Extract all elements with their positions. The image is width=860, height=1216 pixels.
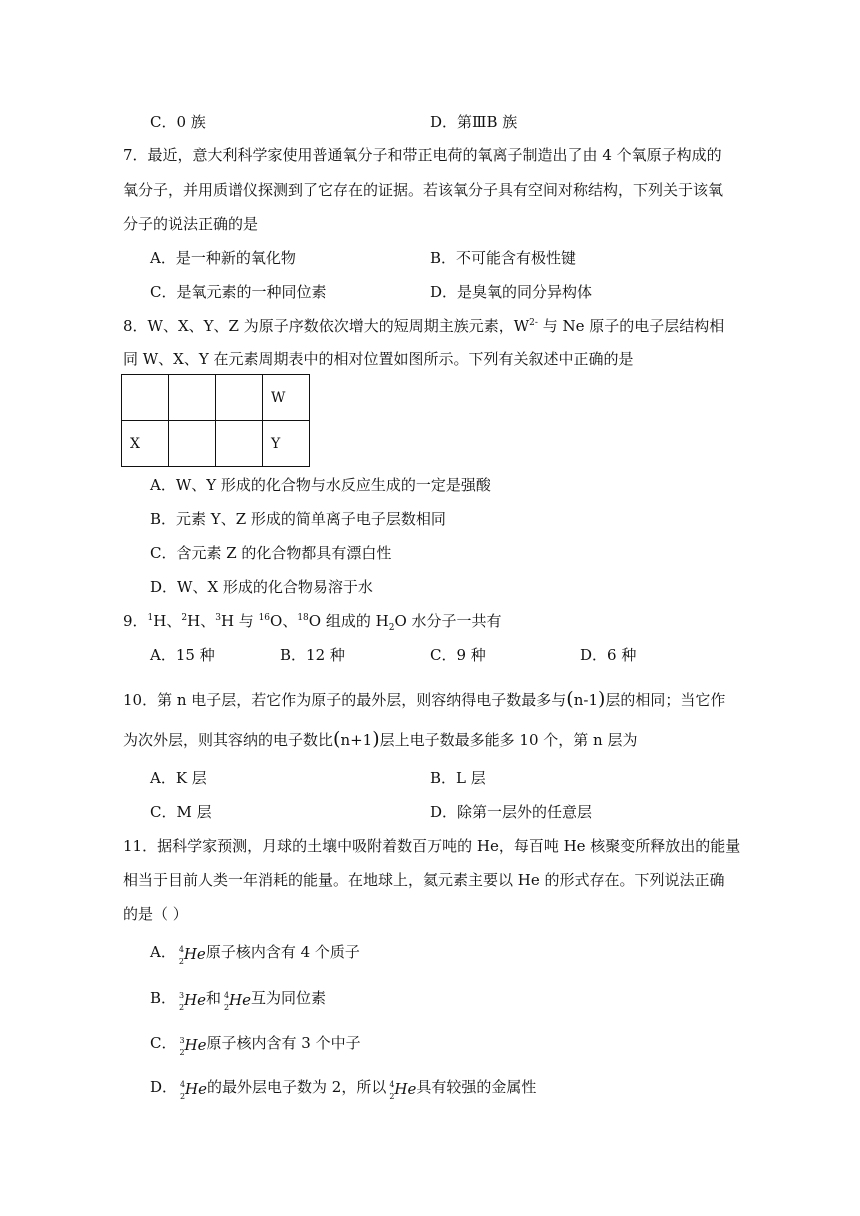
subscript: 2 <box>388 623 395 633</box>
option-label: D． <box>150 1078 178 1096</box>
stem-text: 层的相同；当它作 <box>605 691 726 709</box>
paren-expr: n+1 <box>340 731 373 749</box>
q11-stem-line-3: 的是（ ） <box>123 905 188 923</box>
element-symbol: He <box>184 1036 207 1054</box>
q8-option-a: A．W、Y 形成的化合物与水反应生成的一定是强酸 <box>150 476 491 494</box>
atomic-number: 2 <box>180 1092 186 1101</box>
table-cell: W <box>263 375 310 421</box>
element-symbol: He <box>394 1080 417 1098</box>
mass-number: 4 <box>180 1080 186 1089</box>
q7-option-d: D．是臭氧的同分异构体 <box>430 283 593 301</box>
q10-option-c: C．M 层 <box>150 803 212 821</box>
q11-option-c <box>150 1033 361 1057</box>
stem-text: H、 <box>153 612 182 630</box>
table-cell: Y <box>263 421 310 467</box>
element-symbol: He <box>183 945 206 963</box>
q9-number: 9． <box>123 612 148 630</box>
option-text: 的最外层电子数为 2，所以 <box>207 1078 387 1096</box>
q6-option-d: D．第ⅢB 族 <box>430 113 518 131</box>
q7-stem-line-2: 氧分子，并用质谱仪探测到了它存在的证据。若该氧分子具有空间对称结构，下列关于该氧 <box>123 181 724 199</box>
option-text: 原子核内含有 4 个质子 <box>205 943 360 961</box>
table-cell <box>122 375 169 421</box>
q8-option-d: D．W、X 形成的化合物易溶于水 <box>150 578 373 596</box>
table-cell <box>169 421 216 467</box>
option-text: 和 <box>206 989 222 1007</box>
q11-option-a <box>150 942 360 966</box>
mass-number: 4 <box>224 991 230 1000</box>
atomic-number: 2 <box>178 957 184 966</box>
nuclide-he-4 <box>176 943 206 966</box>
option-text: 互为同位素 <box>251 989 327 1007</box>
q9-option-d: D．6 种 <box>580 646 637 664</box>
table-cell <box>169 375 216 421</box>
table-cell <box>216 421 263 467</box>
table-cell: X <box>122 421 169 467</box>
q10-stem-line-2 <box>123 729 637 750</box>
mass-number: 4 <box>389 1080 395 1089</box>
nuclide-he-4 <box>177 1078 207 1101</box>
mass-number: 4 <box>178 945 184 954</box>
stem-text: O、 <box>270 612 298 630</box>
nuclide-he-4 <box>221 989 252 1012</box>
q11-stem-line-2: 相当于目前人类一年消耗的能量。在地球上，氦元素主要以 He 的形式存在。下列说法正确 <box>123 871 725 889</box>
q7-option-b: B．不可能含有极性键 <box>430 249 577 267</box>
q9-option-c: C．9 种 <box>430 646 486 664</box>
option-label: B． <box>150 989 177 1007</box>
atomic-number: 2 <box>389 1092 395 1101</box>
q8-stem-line-2: 同 W、X、Y 在元素周期表中的相对位置如图所示。下列有关叙述中正确的是 <box>123 350 634 368</box>
q8-stem-line-1 <box>123 316 724 336</box>
q8-option-b: B．元素 Y、Z 形成的简单离子电子层数相同 <box>150 510 446 528</box>
q11-stem-line-1: 11．据科学家预测，月球的土壤中吸附着数百万吨的 He，每百吨 He 核聚变所释放出的能量 <box>123 837 741 855</box>
option-text: 原子核内含有 3 个中子 <box>206 1034 361 1052</box>
table-cell <box>216 375 263 421</box>
mass-number: 2 <box>181 613 188 623</box>
q8-ion-charge: 2- <box>529 318 538 328</box>
stem-text: H 与 <box>220 612 259 630</box>
nuclide-he-4 <box>386 1078 417 1101</box>
element-symbol: He <box>185 1080 207 1098</box>
q9-stem <box>123 611 502 631</box>
paren-expr: n-1 <box>573 691 598 709</box>
q8-stem-text: 8．W、X、Y、Z 为原子序数依次增大的短周期主族元素，W <box>123 317 530 335</box>
stem-text: 层上电子数最多能多 10 个，第 n 层为 <box>379 731 638 749</box>
q8-stem-text-cont: 与 Ne 原子的电子层结构相 <box>537 317 725 335</box>
option-label: A． <box>150 943 176 961</box>
nuclide-he-3 <box>176 989 206 1012</box>
q7-stem-line-1: 7．最近，意大利科学家使用普通氧分子和带正电荷的氧离子制造出了由 4 个氧原子构成的 <box>123 146 722 164</box>
q9-option-a: A．15 种 <box>150 646 215 664</box>
q11-option-b <box>150 988 327 1012</box>
stem-text: 为次外层，则其容纳的电子数比 <box>123 731 334 749</box>
q7-stem-line-3: 分子的说法正确的是 <box>123 215 259 233</box>
table-row <box>122 375 310 421</box>
q8-option-c: C．含元素 Z 的化合物都具有漂白性 <box>150 544 392 562</box>
paren-open: ( <box>566 688 574 710</box>
mass-number: 3 <box>215 613 221 623</box>
nuclide-he-3 <box>176 1034 207 1057</box>
q11-option-d <box>150 1077 537 1101</box>
atomic-number: 2 <box>224 1003 230 1012</box>
element-symbol: He <box>229 991 252 1009</box>
q10-option-d: D．除第一层外的任意层 <box>430 803 593 821</box>
stem-text: H、 <box>187 612 216 630</box>
paren-close: ) <box>598 688 606 710</box>
mass-number: 16 <box>258 613 271 623</box>
q7-option-a: A．是一种新的氧化物 <box>150 249 296 267</box>
periodic-table-fragment <box>121 374 310 467</box>
q10-stem-line-1 <box>123 689 725 710</box>
stem-text: O 组成的 H <box>308 612 389 630</box>
paren-close: ) <box>372 728 380 750</box>
stem-text: 10．第 n 电子层，若它作为原子的最外层，则容纳得电子数最多与 <box>123 691 567 709</box>
mass-number: 1 <box>147 613 154 623</box>
mass-number: 3 <box>179 1036 185 1045</box>
q6-option-c: C．0 族 <box>150 113 206 131</box>
element-symbol: He <box>184 991 206 1009</box>
stem-text: O 水分子一共有 <box>394 612 502 630</box>
atomic-number: 2 <box>179 1003 185 1012</box>
atomic-number: 2 <box>179 1048 185 1057</box>
mass-number: 3 <box>179 991 185 1000</box>
paren-open: ( <box>333 728 341 750</box>
table-row <box>122 421 310 467</box>
option-text: 具有较强的金属性 <box>416 1078 537 1096</box>
q7-option-c: C．是氧元素的一种同位素 <box>150 283 327 301</box>
mass-number: 18 <box>297 613 309 623</box>
q10-option-b: B．L 层 <box>430 769 486 787</box>
q10-option-a: A．K 层 <box>150 769 207 787</box>
q9-option-b: B．12 种 <box>280 646 345 664</box>
option-label: C． <box>150 1034 177 1052</box>
